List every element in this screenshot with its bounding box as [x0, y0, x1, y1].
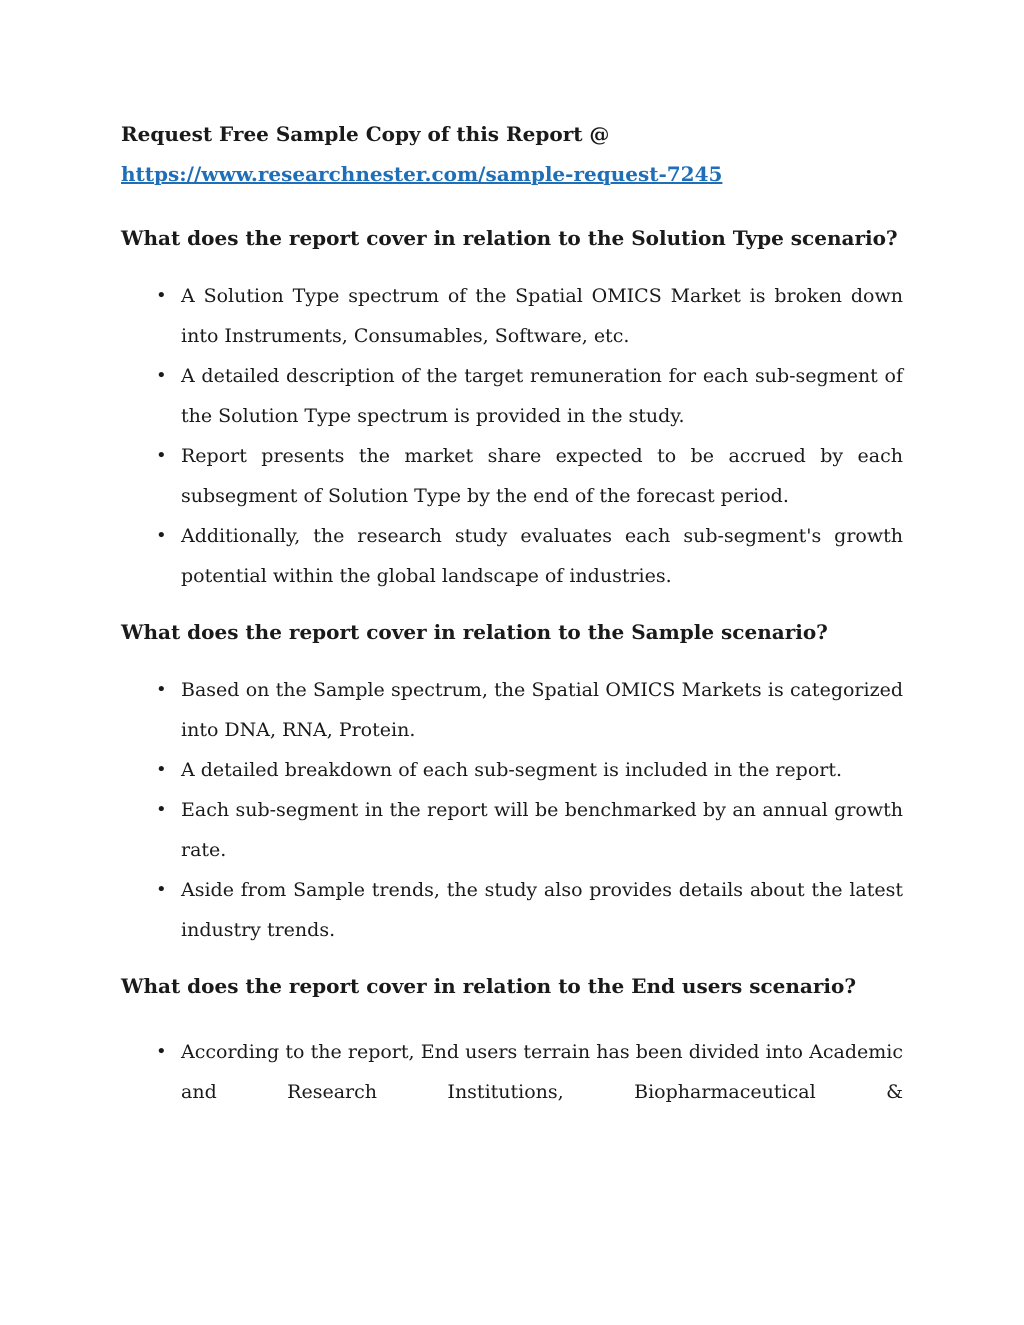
list-item: [121, 356, 903, 436]
list-item: [121, 750, 903, 790]
end-users-heading: What does the report cover in relation to the End users scenario?: [121, 974, 857, 998]
sample-list: [121, 670, 903, 950]
solution-type-heading: What does the report cover in relation to the Solution Type scenario?: [121, 226, 898, 250]
list-item: [121, 790, 903, 870]
bullet-icon: •: [156, 285, 167, 306]
list-item: [121, 870, 903, 950]
list-item-text: Report presents the market share expected to be accrued by each subsegment of Solution Type by the end of the forecast period.: [181, 445, 903, 507]
bullet-icon: •: [156, 445, 167, 466]
solution-type-list: [121, 276, 903, 596]
list-item-text: Additionally, the research study evaluates each sub-segment's growth potential within the global landscape of industries.: [181, 525, 903, 587]
list-item: [121, 1032, 903, 1112]
list-item-text: A detailed breakdown of each sub-segment is included in the report.: [181, 759, 843, 781]
list-item: [121, 436, 903, 516]
bullet-icon: •: [156, 365, 167, 386]
list-item-text: Each sub-segment in the report will be benchmarked by an annual growth rate.: [181, 799, 903, 861]
list-item: [121, 516, 903, 596]
bullet-icon: •: [156, 799, 167, 820]
bullet-icon: •: [156, 879, 167, 900]
bullet-icon: •: [156, 525, 167, 546]
list-item: [121, 276, 903, 356]
list-item-text: A Solution Type spectrum of the Spatial OMICS Market is broken down into Instruments, Consumables, Software, etc.: [181, 285, 903, 347]
list-item-text: Based on the Sample spectrum, the Spatial OMICS Markets is categorized into DNA, RNA, Protein.: [181, 679, 903, 741]
document-page: [121, 114, 903, 1112]
sample-request-link[interactable]: https://www.researchnester.com/sample-request-7245: [121, 162, 723, 186]
list-item-text: According to the report, End users terrain has been divided into Academic and Research Institutions, Biopharmaceutical &: [181, 1041, 903, 1103]
bullet-icon: •: [156, 1041, 167, 1062]
sample-heading: What does the report cover in relation to the Sample scenario?: [121, 620, 828, 644]
end-users-list: [121, 1032, 903, 1112]
list-item-text: A detailed description of the target remuneration for each sub-segment of the Solution Type spectrum is provided in the study.: [181, 365, 903, 427]
list-item: [121, 670, 903, 750]
request-sample-label: Request Free Sample Copy of this Report @: [121, 122, 610, 146]
bullet-icon: •: [156, 679, 167, 700]
list-item-text: Aside from Sample trends, the study also provides details about the latest industry trends.: [181, 879, 903, 941]
bullet-icon: •: [156, 759, 167, 780]
